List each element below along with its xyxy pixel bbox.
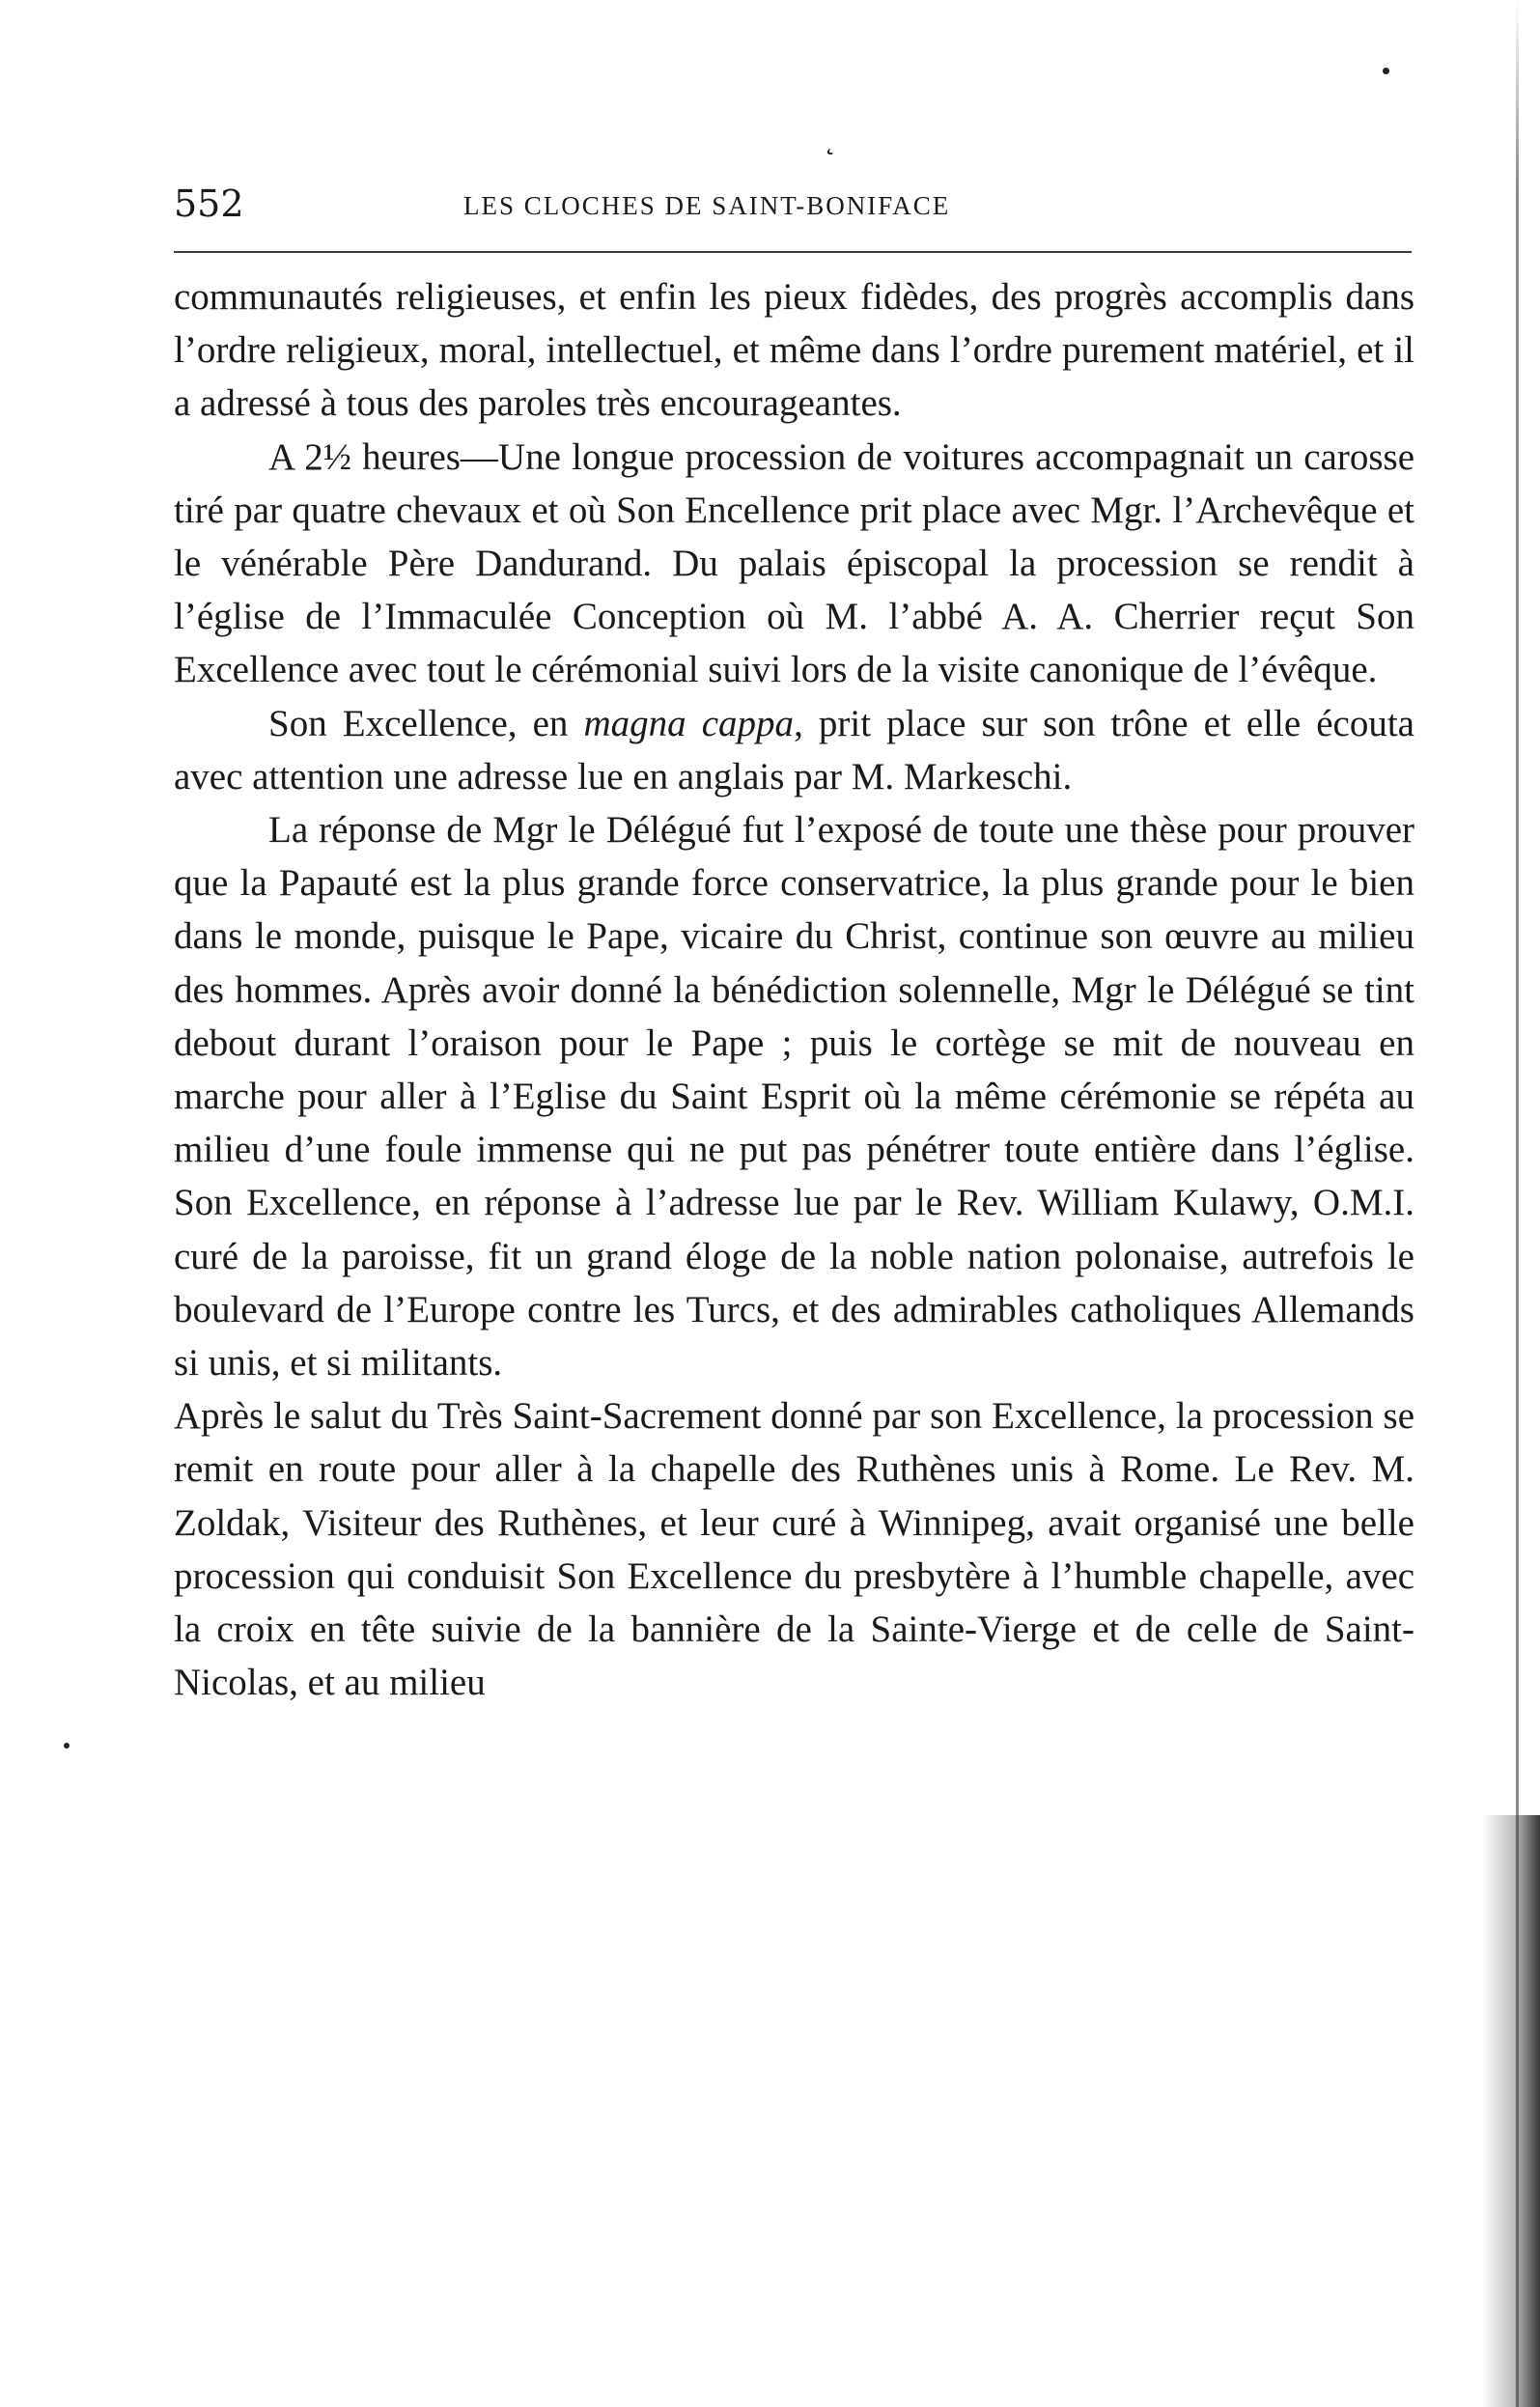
page-number: 552: [174, 182, 244, 225]
ink-speck: [1383, 68, 1389, 74]
ink-mark: ˛: [823, 123, 837, 156]
paragraph: Après le salut du Très Saint-Sacrement donné par son Excellence, la procession se remit en route pour aller à la chapelle des Ruthènes unis à Rome. Le Rev. M. Zoldak, Visiteur des Ruthènes, et leur curé à Winnipeg, avait organisé une belle procession qui conduisit Son Excellence du presbytère à l’humble chapelle, avec la croix en tête suivie de la bannière de la Sainte-Vierge et de celle de Saint-Nicolas, et au milieu: [174, 1395, 1414, 1704]
header-rule: [174, 251, 1412, 253]
paragraph-text: Son Excellence, en: [268, 702, 584, 744]
ink-speck: [64, 1743, 70, 1749]
paragraph-text: , prit place sur son trône et elle écouta avec attention une adresse lue en anglais par M. Markeschi.: [174, 702, 1414, 798]
paragraph: La réponse de Mgr le Délégué fut l’exposé de toute une thèse pour prouver que la Papauté est la plus grande force conservatrice, la plus grande pour le bien dans le monde, puisque le Pape, vicaire du Christ, continue son œuvre au milieu des hommes. Après avoir donné la bénédiction solennelle, Mgr le Délégué se tint debout durant l’oraison pour le Pape ; puis le cortège se mit de nouveau en marche pour aller à l’Eglise du Saint Esprit où la même cérémonie se répéta au milieu d’une foule immense qui ne put pas pénétrer toute entière dans l’église. Son Excellence, en réponse à l’adresse lue par le Rev. William Kulawy, O.M.I. curé de la paroisse, fit un grand éloge de la noble nation polonaise, autrefois le boulevard de l’Europe contre les Turcs, et des admirables catholiques Allemands si unis, et si militants.: [174, 809, 1414, 1385]
page-header: [174, 180, 1410, 228]
paragraph: [174, 697, 1414, 803]
body-text: [174, 270, 1414, 1709]
running-head: LES CLOCHES DE SAINT-BONIFACE: [463, 191, 951, 220]
italic-term: magna cappa: [583, 702, 795, 744]
page-edge-shadow: [1482, 1815, 1540, 2407]
paragraph: communautés religieuses, et enfin les pieux fidèdes, des progrès accomplis dans l’ordre religieux, moral, intellectuel, et même dans l’ordre purement matériel, et il a adressé à tous des paroles très encourageantes.: [174, 276, 1414, 425]
paragraph: A 2½ heures—Une longue procession de voitures accompagnait un carosse tiré par quatre chevaux et où Son Encellence prit place avec Mgr. l’Archevêque et le vénérable Père Dandurand. Du palais épiscopal la procession se rendit à l’église de l’Immaculée Conception où M. l’abbé A. A. Cherrier reçut Son Excellence avec tout le cérémonial suivi lors de la visite canonique de l’évêque.: [174, 435, 1414, 691]
